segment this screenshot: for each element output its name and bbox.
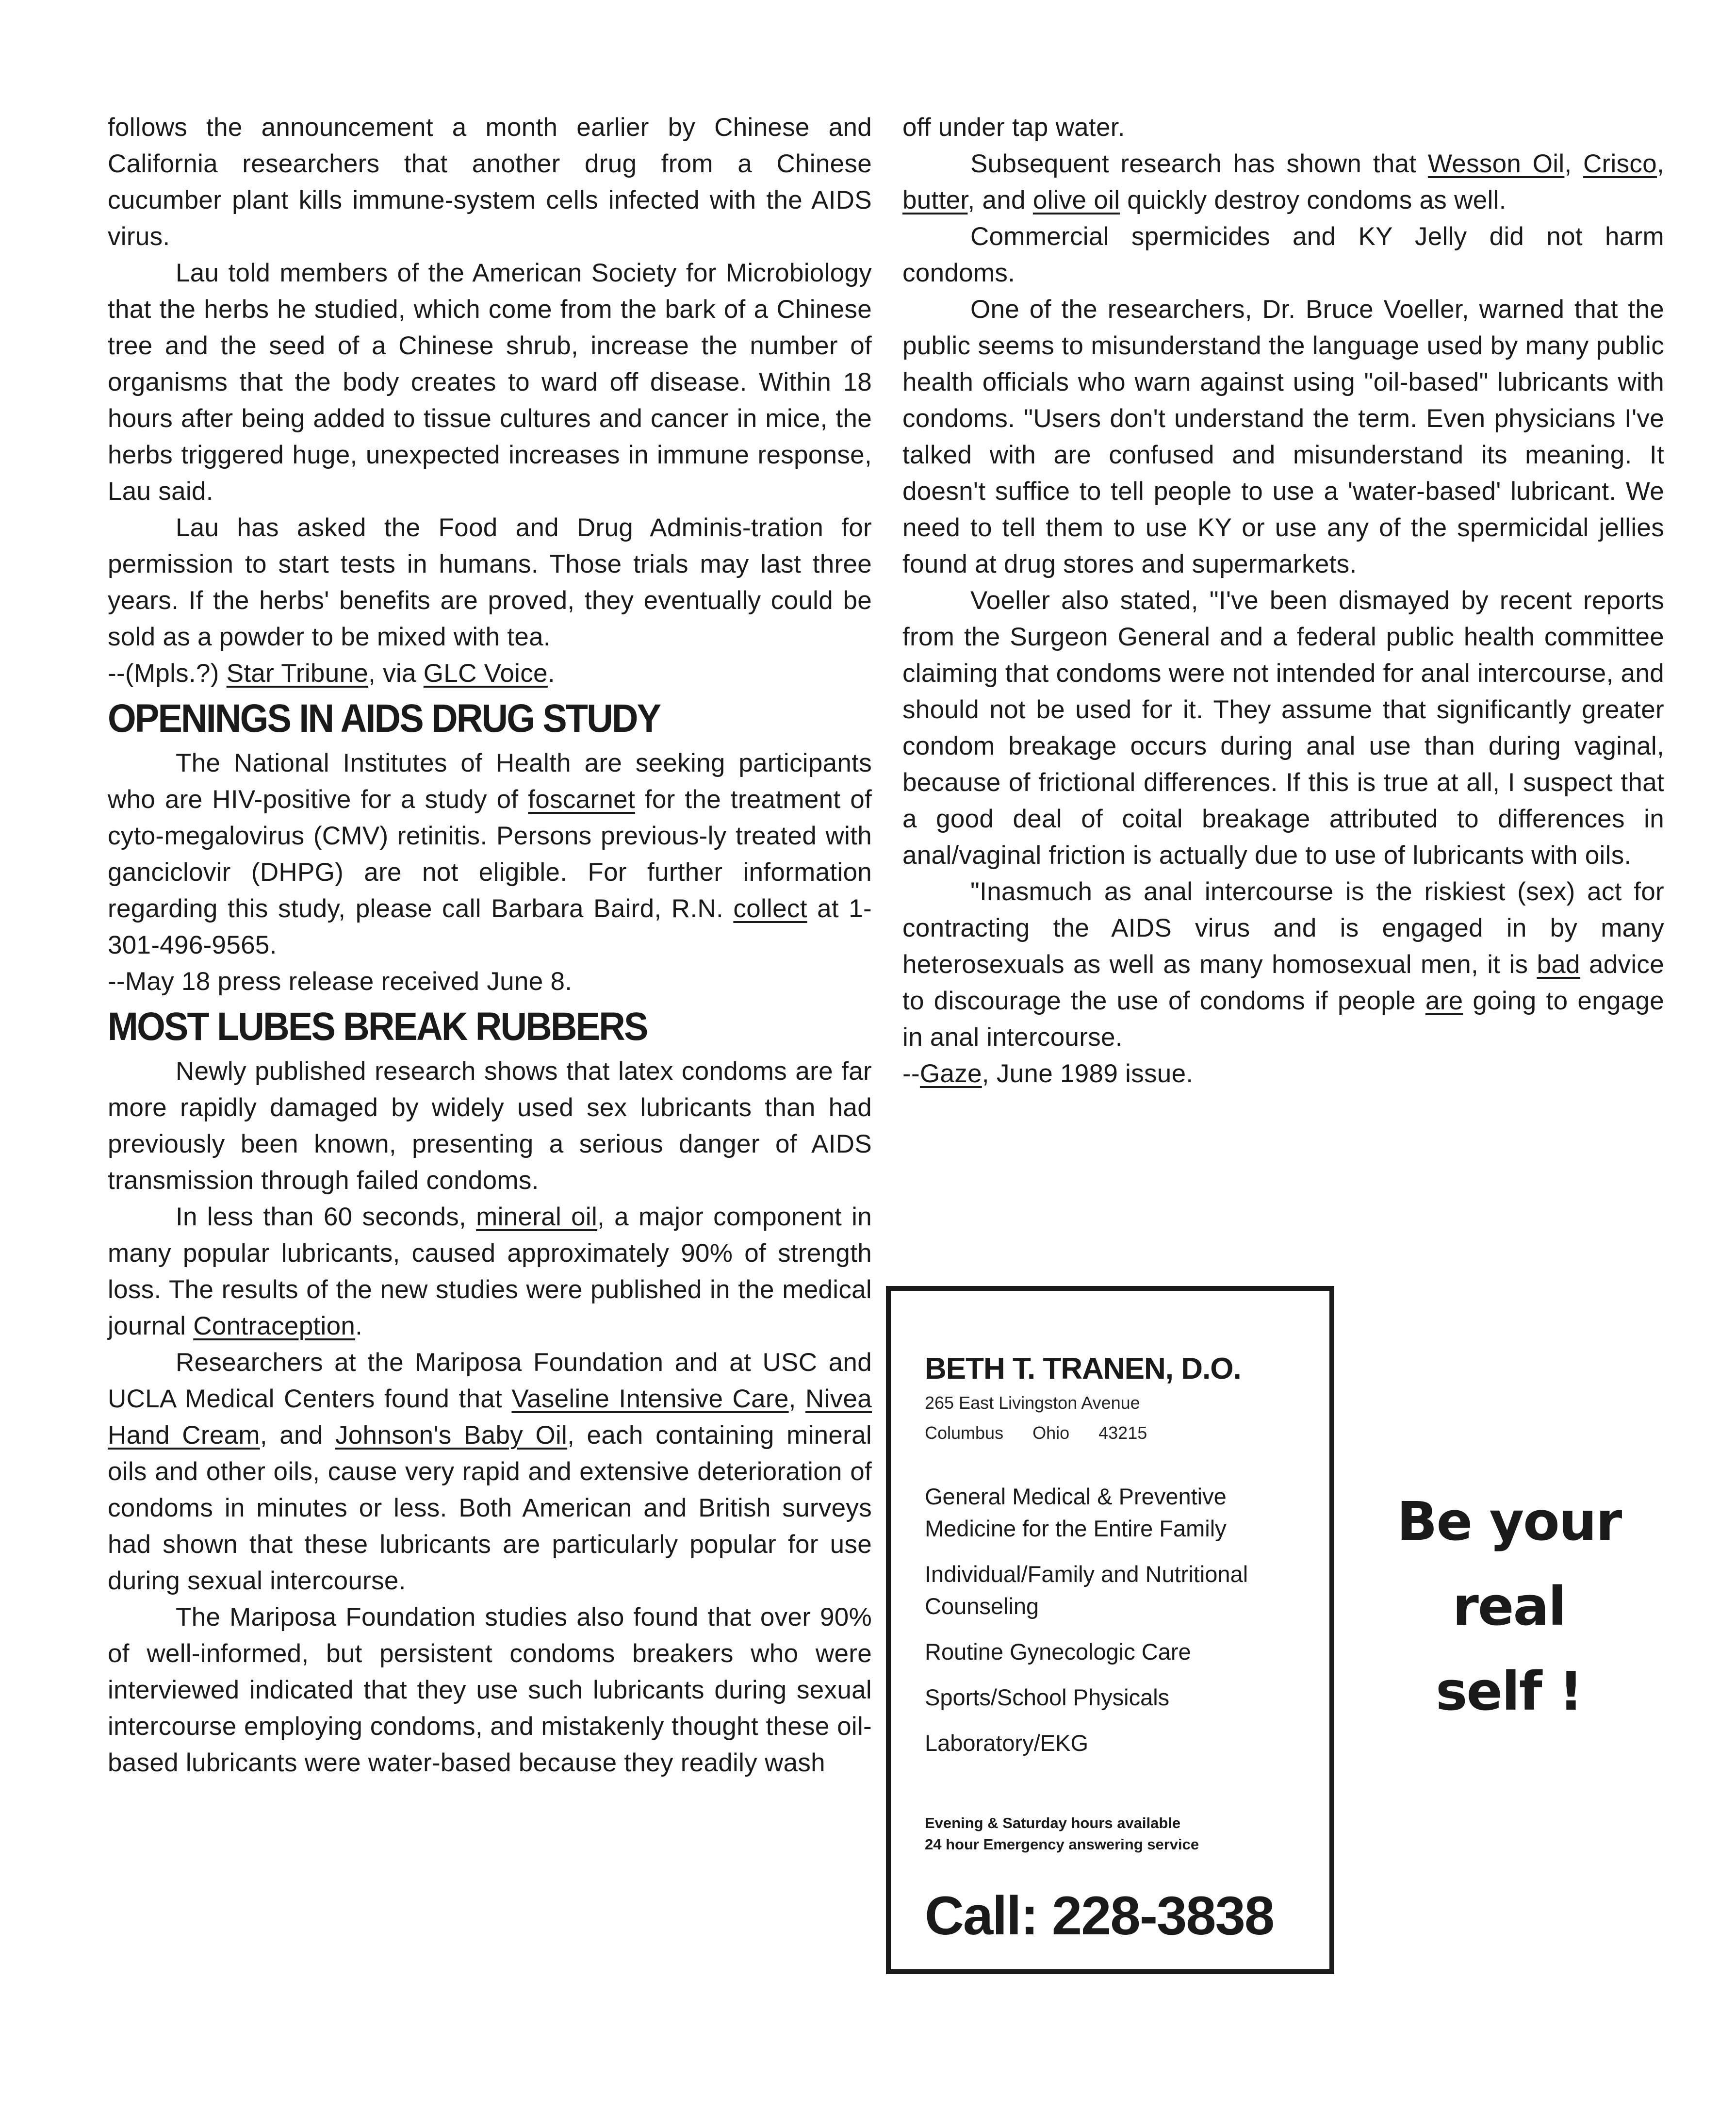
underlined-are: are (1425, 987, 1463, 1015)
ad-service-item: Individual/Family and Nutritional Counseling (925, 1561, 1248, 1619)
paragraph-lau-fda: Lau has asked the Food and Drug Adminis-tration for permission to start tests in humans. Those trials may last three years. If the herbs' benefits are proved, they eventually could be sold as a powder to be mixed with tea. (108, 513, 872, 651)
source-star-tribune: Star Tribune (226, 659, 369, 688)
ad-city-state-zip: Columbus Ohio 43215 (925, 1423, 1147, 1443)
underlined-mineral-oil: mineral oil (476, 1203, 598, 1231)
ad-content (925, 1352, 1315, 1947)
underlined-butter: butter (902, 186, 968, 214)
underlined-contraception-journal: Contraception (193, 1312, 356, 1340)
source-gaze: Gaze (919, 1059, 982, 1088)
slogan-line: self ! (1435, 1660, 1583, 1722)
paragraph-herbs-intro: follows the announcement a month earlier by Chinese and California researchers that another drug from a Chinese cucumber plant kills immune-system cells infected with the AIDS virus. (108, 113, 872, 251)
paragraph-voeller-warning: One of the researchers, Dr. Bruce Voeller, warned that the public seems to misunderstand the language used by many public health officials who warn against using "oil-based" lubricants with condoms. "Users don't understand the term. Even physicians I've talked with are confused and misunderstand its meaning. It doesn't suffice to tell people to use a 'water-based' lubricant. We need to tell them to use KY or use any of the spermicidal jellies found at drug stores and supermarkets. (902, 295, 1664, 578)
underlined-crisco: Crisco (1583, 149, 1657, 178)
ad-hours: Evening & Saturday hours available 24 hour Emergency answering service (925, 1814, 1199, 1853)
underlined-olive-oil: olive oil (1032, 186, 1120, 214)
headline-openings-aids-drug-study: OPENINGS IN AIDS DRUG STUDY (108, 696, 660, 741)
source-credit-press-release: --May 18 press release received June 8. (108, 967, 573, 996)
underlined-foscarnet: foscarnet (528, 785, 635, 814)
paragraph-nih-study: The National Institutes of Health are seeking participants who are HIV-positive for a study of foscarnet for the treatment of cyto-megalovirus (CMV) retinitis. Persons previous-ly treated with ganciclovir (DHPG) are not eligible. For further information regarding this study, please call Barbara Baird, R.N. collect at 1-301-496-9565. (108, 749, 872, 959)
right-column (902, 109, 1664, 1092)
source-credit-gaze: --Gaze, June 1989 issue. (902, 1059, 1194, 1088)
ad-service-item: Laboratory/EKG (925, 1730, 1089, 1756)
paragraph-commercial-spermicides: Commercial spermicides and KY Jelly did not harm condoms. (902, 222, 1664, 287)
paragraph-inasmuch-quote: "Inasmuch as anal intercourse is the riskiest (sex) act for contracting the AIDS virus and is engaged in by many heterosexuals as well as many homosexual men, it is bad advice to discourage the use of condoms if people are going to engage in anal intercourse. (902, 877, 1664, 1052)
slogan-line: real (1452, 1575, 1566, 1637)
headline-most-lubes-break-rubbers: MOST LUBES BREAK RUBBERS (108, 1005, 647, 1049)
ad-address-line: 265 East Livingston Avenue (925, 1393, 1140, 1413)
underlined-nivea: Nivea Hand Cream (108, 1385, 872, 1450)
left-column (108, 109, 872, 1781)
ad-service-item: Sports/School Physicals (925, 1684, 1170, 1710)
ad-services-list (925, 1481, 1315, 1759)
paragraph-lau-society: Lau told members of the American Society for Microbiology that the herbs he studied, which come from the bark of a Chinese tree and the seed of a Chinese shrub, increase the number of organisms that the body creates to ward off disease. Within 18 hours after being added to tissue cultures and cancer in mice, the herbs triggered huge, unexpected increases in immune response, Lau said. (108, 259, 872, 506)
underlined-johnsons-baby-oil: Johnson's Baby Oil (335, 1421, 568, 1450)
slogan-be-your-real-self (1339, 1490, 1679, 1749)
underlined-vaseline: Vaseline Intensive Care (511, 1385, 789, 1413)
paragraph-voeller-statement: Voeller also stated, "I've been dismayed by recent reports from the Surgeon General and a federal public health committee claiming that condoms were not intended for anal intercourse, and should not be used for it. They assume that significantly greater condom breakage occurs during anal use than during vaginal, because of frictional differences. If this is true at all, I suspect that a good deal of coital breakage attributed to differences in anal/vaginal friction is actually due to use of lubricants with oils. (902, 586, 1664, 870)
doctor-advertisement (886, 1286, 1334, 1974)
underlined-collect: collect (733, 894, 807, 923)
underlined-wesson-oil: Wesson Oil (1427, 149, 1565, 178)
paragraph-latex-research: Newly published research shows that latex condoms are far more rapidly damaged by widely used sex lubricants than had previously been known, presenting a serious danger of AIDS transmission through failed condoms. (108, 1057, 872, 1195)
ad-doctor-name: BETH T. TRANEN, D.O. (925, 1352, 1241, 1385)
source-credit-star-tribune: --(Mpls.?) Star Tribune, via GLC Voice. (108, 659, 555, 688)
paragraph-mariposa-researchers: Researchers at the Mariposa Foundation and at USC and UCLA Medical Centers found that Vaseline Intensive Care, Nivea Hand Cream, and Johnson's Baby Oil, each containing mineral oils and other oils, cause very rapid and extensive deterioration of condoms in minutes or less. Both American and British surveys had shown that these lubricants are particularly popular for use during sexual intercourse. (108, 1348, 872, 1595)
paragraph-tap-water: off under tap water. (902, 113, 1125, 142)
paragraph-mineral-oil: In less than 60 seconds, mineral oil, a major component in many popular lubricants, caused approximately 90% of strength loss. The results of the new studies were published in the medical journal Contraception. (108, 1203, 872, 1340)
ad-service-item: Routine Gynecologic Care (925, 1639, 1191, 1665)
slogan-line: Be your (1396, 1490, 1621, 1552)
source-glc-voice: GLC Voice (423, 659, 548, 688)
paragraph-subsequent-research: Subsequent research has shown that Wesson Oil, Crisco, butter, and olive oil quickly destroy condoms as well. (902, 149, 1664, 214)
underlined-bad: bad (1537, 950, 1580, 979)
ad-phone-number: Call: 228-3838 (925, 1885, 1274, 1946)
ad-service-item: General Medical & Preventive Medicine for the Entire Family (925, 1484, 1227, 1541)
paragraph-mariposa-studies: The Mariposa Foundation studies also found that over 90% of well-informed, but persistent condoms breakers who were interviewed indicated that they use such lubricants during sexual intercourse employing condoms, and mistakenly thought these oil-based lubricants were water-based because they readily wash (108, 1603, 872, 1777)
